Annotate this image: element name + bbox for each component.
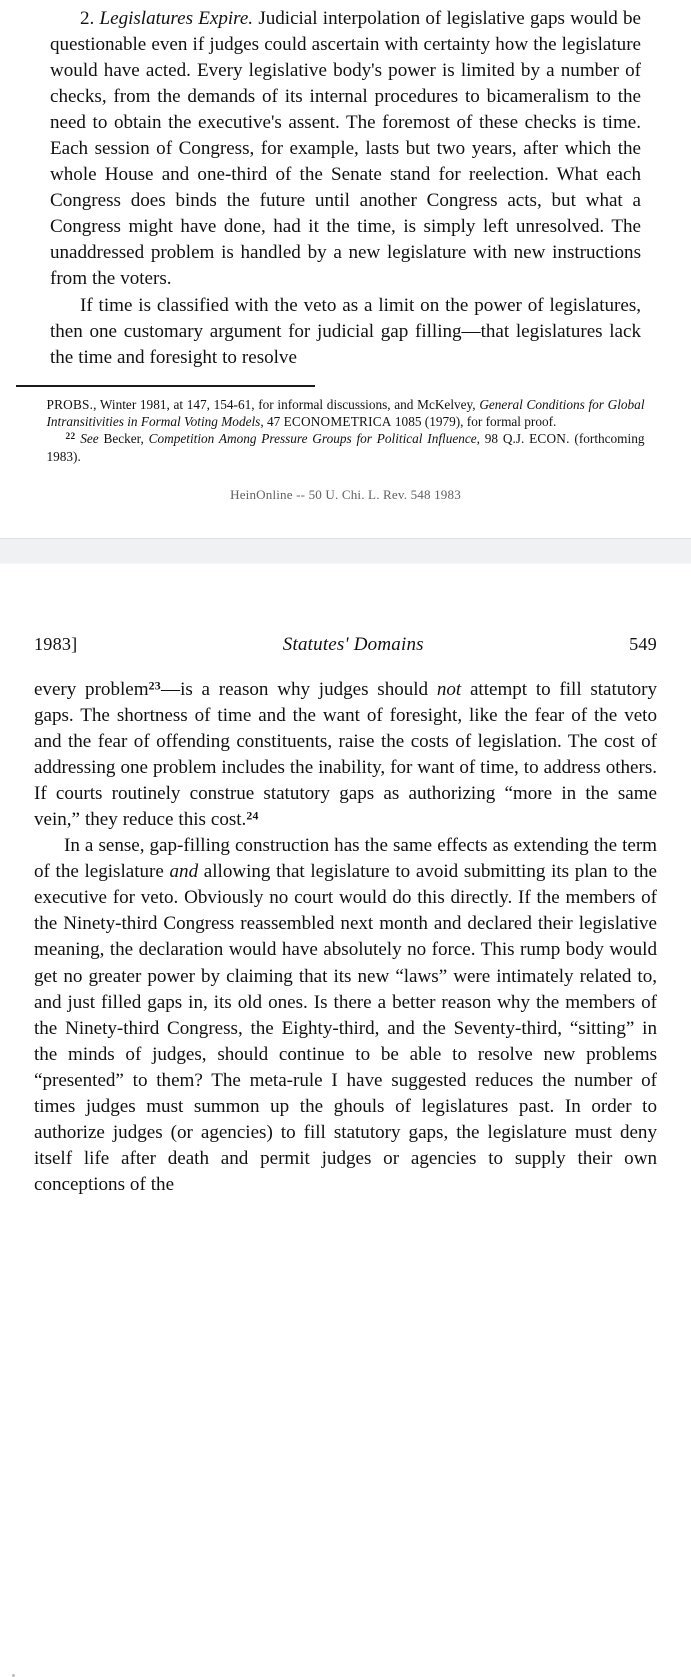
page-549-body-column [34, 656, 657, 1198]
page-548-body-column [50, 0, 641, 371]
running-head-year: 1983] [34, 634, 78, 654]
heinonline-watermark: HeinOnline -- 50 U. Chi. L. Rev. 548 1983 [230, 487, 461, 503]
footnote-smallcaps-probs: PROBS. [46, 396, 94, 412]
running-head-title: Statutes' Domains [282, 634, 424, 655]
paragraph-body: allowing that legislature to avoid submitting its plan to the executive for veto. Obviously no court would do this directly. If the members of the Ninety-third Congress reassembled next month and declared their legislative meaning, the declaration would have absolutely no force. This rump body would get no greater power by claiming that its new “laws” were intimately related to, and just filled gaps in, its old ones. Is there a better reason why the members of the Ninety-third Congress, the Eighty-third, and the Seventy-third, “sitting” in the minds of judges, should continue to be able to resolve new problems “presented” to them? The meta-rule I have suggested reduces the number of times judges must summon up the ghouls of legislatures past. In order to authorize judges (or agencies) to fill statutory gaps, the legislature must deny itself life after death and permit judges or agencies to supply their own conceptions of the [34, 861, 657, 1195]
scanned-page-548 [0, 0, 691, 538]
paragraph-every-problem [34, 677, 657, 833]
paragraph-body: If time is classified with the veto as a limit on the power of legislatures, then one customary argument for judicial gap filling—that legislatures lack the time and foresight to resolve [50, 294, 641, 368]
footnote-marker-22: 22 [65, 432, 76, 443]
emphasis-and: and [169, 861, 199, 883]
emphasis-not: not [436, 679, 462, 700]
footnote-marker-23: 23 [148, 678, 161, 693]
footnote-text: , Winter 1981, at 147, 154-61, for informal discussions, and McKelvey, [93, 396, 480, 412]
paragraph-body: every problem [34, 679, 149, 700]
footnote-text: , 47 [260, 414, 284, 430]
footnote-continued [47, 396, 645, 431]
footnote-marker-24: 24 [246, 808, 259, 823]
footnote-22 [47, 430, 645, 465]
section-heading: Legislatures Expire. [99, 8, 254, 29]
page-separator-band [0, 538, 691, 564]
paragraph-body: —is a reason why judges should [161, 679, 437, 700]
paragraph-legislatures-expire [50, 6, 641, 293]
footnote-text: , 98 Q.J. [476, 431, 530, 447]
paragraph-body: attempt to fill statutory gaps. The shortness of time and the want of foresight, like the fear of the veto and the fear of offending constituents, raise the costs of legislation. The cost of addressing one problem includes the inability, for want of time, to address others. If courts routinely construe statutory gaps as authorizing “more in the same vein,” they reduce this cost. [34, 679, 658, 831]
footnote-article-title: Competition Among Pressure Groups for Political Influence [148, 431, 477, 447]
footnote-text: 1085 (1979), for formal proof. [391, 414, 557, 430]
running-head [34, 564, 657, 656]
paragraph-if-time-is-classified [50, 293, 641, 371]
footnote-block [47, 396, 645, 466]
paragraph-in-a-sense [34, 833, 657, 1198]
footnote-separator-rule [16, 385, 315, 387]
footnote-smallcaps-econ: ECON. [529, 431, 570, 447]
footnote-see-signal: See [80, 431, 99, 447]
footnote-text: (forthcoming 1983). [46, 431, 645, 464]
paragraph-body: In a sense, gap-filling construction has the same effects as extending the term of the legislature [34, 835, 657, 883]
scanned-page-549 [0, 564, 691, 1230]
footnote-smallcaps-econometrica: ECONOMETRICA [283, 414, 392, 430]
footnote-text: Becker, [98, 431, 149, 447]
running-head-page-number: 549 [629, 634, 657, 654]
paragraph-body: Judicial interpolation of legislative gaps would be questionable even if judges could ascertain with certainty how the legislature would have acted. Every legislative body's power is limited by a number of checks, from the demands of its internal procedures to bicameralism to the need to obtain the executive's assent. The foremost of these checks is time. Each session of Congress, for example, lasts but two years, after which the whole House and one-third of the Senate stand for reelection. What each Congress does binds the future until another Congress acts, but what a Congress might have done, had it the time, is simply left unresolved. The unaddressed problem is handled by a new legislature with new instructions from the voters. [50, 8, 641, 290]
section-number: 2. [80, 8, 95, 29]
footnote-article-title: General Conditions for Global Intransitivities in Formal Voting Models [46, 396, 645, 430]
